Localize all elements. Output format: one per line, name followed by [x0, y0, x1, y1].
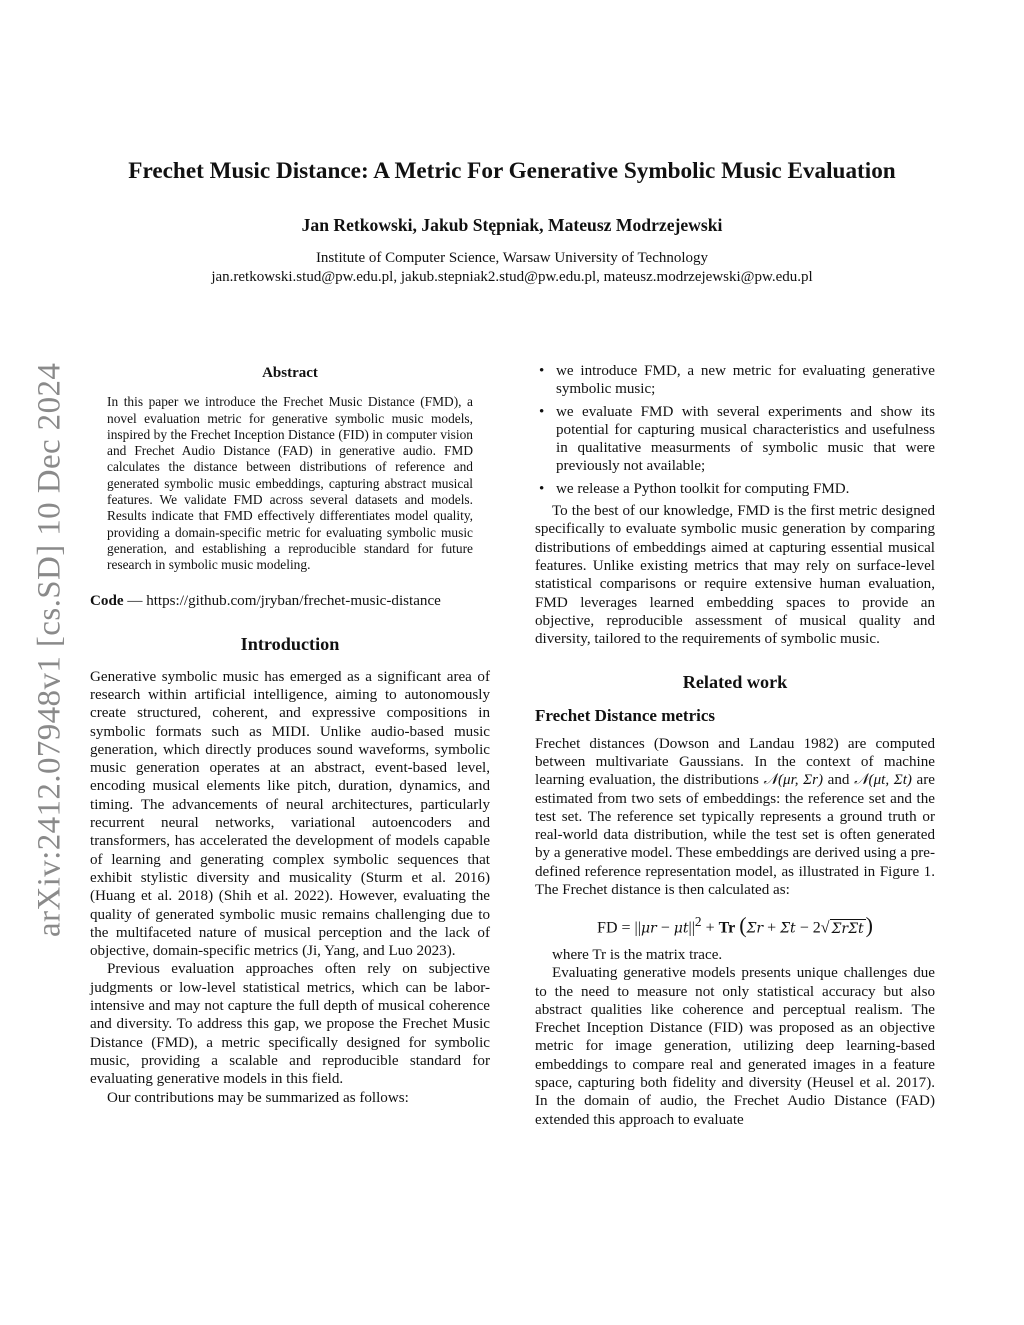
bullet-icon: •	[539, 480, 545, 497]
sqrt-icon: √	[820, 919, 830, 937]
contributions-list	[535, 362, 935, 498]
related-paragraph: Evaluating generative models presents unique challenges due to the need to measure not only statistical accuracy but also abstract qualities like coherence and perceptual realism. The Frechet Inception Distance (FID) was proposed as an objective metric for image generation, utilizing deep learning-based embeddings to compare real and generated images in a feature space, capturing both fidelity and diversity (Heusel et al. 2017). In the domain of audio, the Frechet Audio Distance (FAD) extended this approach to evaluate	[535, 965, 935, 1128]
frechet-distance-equation	[535, 913, 935, 938]
list-item	[535, 403, 935, 476]
eq-trace: Tr	[718, 919, 736, 937]
introduction-heading: Introduction	[240, 633, 340, 654]
eq-sigma-t: Σt	[780, 920, 796, 937]
related-text: and	[823, 772, 855, 789]
eq-equals: =	[617, 919, 635, 937]
related-paragraph	[535, 735, 935, 900]
eq-lhs: FD	[597, 919, 618, 937]
distribution-reference: 𝒩(μr, Σr)	[763, 772, 824, 789]
affiliation-block	[90, 249, 934, 287]
code-url-link[interactable]: https://github.com/jryban/frechet-music-distance	[146, 592, 441, 609]
list-item-text: we introduce FMD, a new metric for evaluating generative symbolic music;	[556, 363, 935, 398]
eq-square: 2	[694, 914, 702, 930]
eq-rparen: )	[865, 912, 873, 938]
related-work-heading: Related work	[682, 672, 788, 693]
related-text: Frechet distances (Dowson and Landau 1982) are computed between multivariate Gaussians. In the context of machine learning evaluation, the distributions	[535, 735, 935, 789]
paper-title: Frechet Music Distance: A Metric For Generative Symbolic Music Evaluation	[128, 158, 896, 184]
eq-sigma-product: ΣrΣt	[831, 920, 864, 937]
equation-explanation: where Tr is the matrix trace.	[552, 946, 723, 963]
related-text: are estimated from two sets of embeddings: the reference set and the test set. The reference set typically represents a ground truth or real-world data distribution, while the test set is often generated by a generative model. These embeddings are derived using a pre-defined reference representation model, as illustrated in Figure 1. The Frechet distance is then calculated as:	[535, 772, 935, 899]
eq-mu-t: μt	[673, 920, 689, 937]
distribution-test: 𝒩(μt, Σt)	[854, 772, 912, 789]
eq-minus-two: − 2	[795, 919, 821, 937]
right-column	[535, 362, 935, 1129]
arxiv-identifier: arXiv:2412.07948v1 [cs.SD] 10 Dec 2024	[31, 362, 68, 938]
abstract-text: In this paper we introduce the Frechet Music Distance (FMD), a novel evaluation metric for generative symbolic music models, inspired by the Frechet Inception Distance (FID) in computer vision and Frechet Audio Distance (FAD) in generative audio. FMD calculates the distance between distributions of reference and generated symbolic music embeddings, capturing abstract musical features. We validate FMD across several datasets and models. Results indicate that FMD effectively differentiates model quality, providing a domain-specific metric for evaluating symbolic music generation, and establishing a reproducible standard for future research in symbolic music modeling.	[107, 394, 473, 573]
author-list: Jan Retkowski, Jakub Stępniak, Mateusz Modrzejewski	[301, 215, 723, 235]
contributions-summary: To the best of our knowledge, FMD is the first metric designed specifically to evaluate symbolic music generation by comparing distributions of embeddings aimed at capturing essential musical features. Unlike existing metrics that may rely on surface-level statistical comparisons or require extensive human evaluation, FMD leverages learned embedding spaces to provide an objective, reproducible assessment of musical quality and diversity, tailored to the requirements of symbolic music.	[535, 503, 935, 648]
eq-minus: −	[656, 919, 674, 937]
eq-sqrt-argument	[830, 919, 866, 937]
code-separator: —	[123, 592, 147, 609]
intro-paragraph: Previous evaluation approaches often rely on subjective judgments or low-level statistical metrics, which can be labor-intensive and may not capture the full depth of musical coherence and diversity. To address this gap, we propose the Frechet Music Distance (FMD), a metric specifically designed for symbolic music, providing a scalable and reproducible standard for evaluating generative models in this field.	[90, 961, 490, 1088]
code-label: Code	[90, 592, 124, 609]
eq-mu-r: μr	[640, 920, 657, 937]
bullet-icon: •	[539, 403, 545, 420]
affiliation: Institute of Computer Science, Warsaw University of Technology	[315, 250, 709, 266]
bullet-icon: •	[539, 363, 545, 379]
intro-paragraph: Our contributions may be summarized as follows:	[107, 1089, 409, 1106]
eq-norm-open: ||	[634, 919, 641, 937]
eq-plus: +	[701, 919, 719, 937]
eq-sigma-r: Σr	[746, 920, 764, 937]
list-item-text: we evaluate FMD with several experiments and show its potential for capturing musical characteristics and usefulness in qualitative measurments of symbolic music that were previously not available;	[556, 403, 935, 475]
list-item-text: we release a Python toolkit for computing FMD.	[556, 480, 850, 497]
list-item	[535, 480, 935, 498]
code-link-line	[90, 592, 490, 610]
eq-norm-close: ||	[688, 919, 695, 937]
author-emails: jan.retkowski.stud@pw.edu.pl, jakub.stepniak2.stud@pw.edu.pl, mateusz.modrzejewski@pw.edu.pl	[211, 269, 813, 285]
abstract-heading: Abstract	[262, 365, 318, 381]
left-column	[90, 362, 490, 1107]
frechet-metrics-subheading: Frechet Distance metrics	[535, 706, 715, 726]
intro-paragraph: Generative symbolic music has emerged as a significant area of research within artificial intelligence, aiming to autonomously create structured, coherent, and expressive compositions in symbolic formats such as MIDI. Unlike audio-based music generation, which directly produces sound waveforms, symbolic music generation operates at an abstract, event-based level, encoding musical elements like pitch, duration, dynamics, and timing. The advancements of neural architectures, particularly recurrent neural networks, variational autoencoders and transformers, has accelerated the development of models capable of learning and generating complex symbolic sequences that exhibit stylistic diversity and musicality (Sturm et al. 2016) (Huang et al. 2018) (Shih et al. 2022). However, evaluating the quality of generated symbolic music remains challenging due to the multifaceted nature of musical perception and the lack of objective, domain-specific metrics (Ji, Yang, and Luo 2023).	[90, 668, 490, 960]
list-item	[535, 362, 935, 399]
eq-plus: +	[763, 919, 781, 937]
eq-lparen: (	[739, 912, 747, 938]
